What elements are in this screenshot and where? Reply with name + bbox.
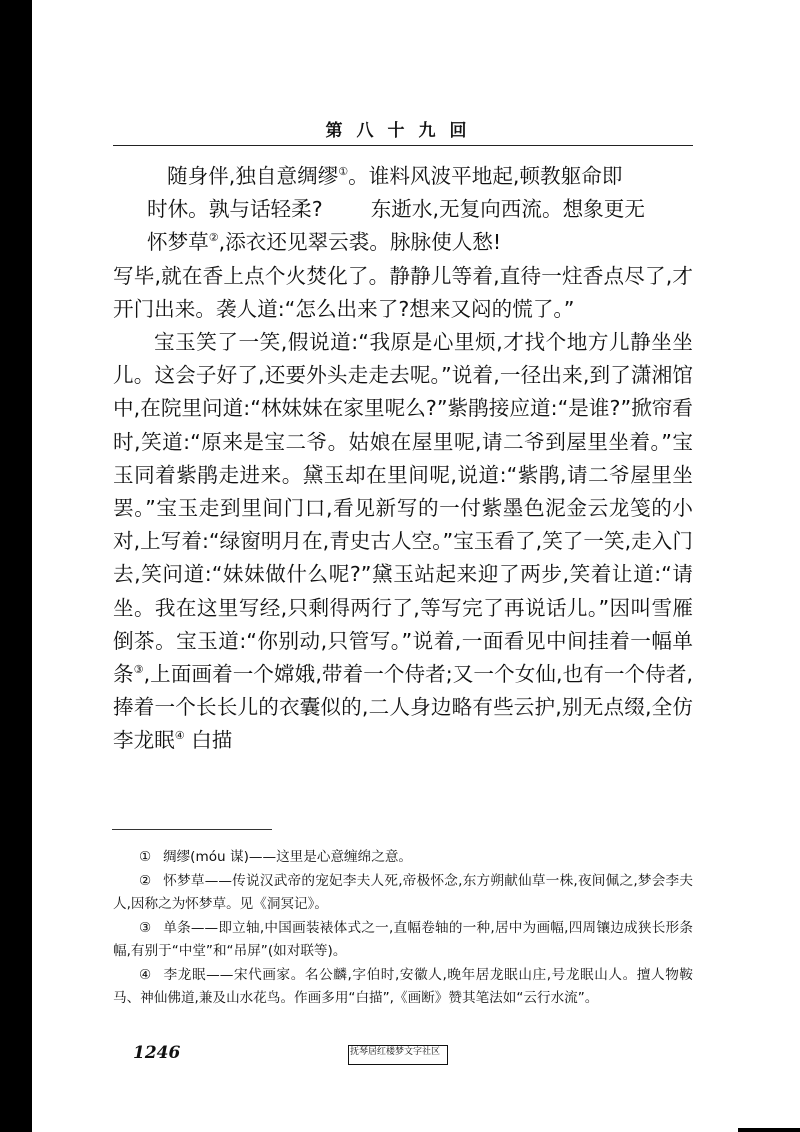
footnote-text: 单条——即立轴,中国画装裱体式之一,直幅卷轴的一种,居中为画幅,四周镶边成狭长形条幅,有别于“中堂”和“吊屏”(如对联等)。 [113, 919, 693, 959]
paragraph-1: 写毕,就在香上点个火焚化了。静静儿等着,直待一炷香点尽了,才开门出来。袭人道:“怎么出来了?想来又闷的慌了。” [113, 263, 693, 321]
poem-line-2 [113, 193, 693, 226]
footnote-number: ① [139, 849, 152, 865]
page-number: 1246 [133, 1043, 181, 1063]
poem-text: 东逝水,无复向西流。想象更无 [370, 197, 645, 222]
poem-text: 。谁料风波平地起,顿教躯命即 [348, 164, 623, 188]
footnote-2 [113, 870, 693, 917]
poem-line-1 [113, 160, 693, 193]
footnote-4 [113, 964, 693, 1011]
main-text [113, 160, 693, 758]
footnote-number: ④ [139, 966, 152, 983]
running-head: 第八十九回 [325, 121, 481, 141]
footnote-1 [113, 846, 693, 870]
poem-text: 随身伴,独自意绸缪 [167, 164, 339, 188]
paragraph-2 [113, 326, 693, 758]
footnotes [113, 846, 693, 1011]
watermark-stamp: 抚琴居红楼梦文字社区 [348, 1045, 448, 1065]
footnote-text: 李龙眠——宋代画家。名公麟,字伯时,安徽人,晚年居龙眠山庄,号龙眠山人。擅人物鞍马、神仙佛道,兼及山水花鸟。作画多用“白描”,《画断》赞其笔法如“云行水流”。 [113, 966, 693, 1006]
footnote-text: 怀梦草——传说汉武帝的宠妃李夫人死,帝极怀念,东方朔献仙草一株,夜间佩之,梦会李夫人,因称之为怀梦草。见《洞冥记》。 [113, 872, 693, 912]
poem-text: 时休。孰与话轻柔? [147, 197, 323, 222]
footnote-ref-3[interactable]: ③ [133, 663, 144, 677]
footnote-ref-1[interactable]: ① [338, 165, 349, 178]
poem-text: ,添衣还见翠云裘。脉脉使人愁! [218, 230, 502, 255]
paragraph-text: ,上面画着一个嫦娥,带着一个侍者;又一个女仙,也有一个侍者,捧着一个长长儿的衣囊似的,二人身边略有些云护,别无点缀,全仿李龙眠 [113, 662, 694, 753]
header-rule [113, 145, 693, 146]
scan-border-corner [738, 1128, 800, 1132]
footnote-text: 绸缪(móu 谋)——这里是心意缠绵之意。 [163, 849, 413, 865]
footnote-number: ② [139, 872, 152, 889]
poem-line-3 [113, 226, 693, 259]
footnote-ref-4[interactable]: ④ [174, 729, 185, 743]
footnote-ref-2[interactable]: ② [208, 231, 219, 245]
paragraph-text: 白描 [184, 728, 233, 753]
paragraph-text: 宝玉笑了一笑,假说道:“我原是心里烦,才找个地方儿静坐坐儿。这会子好了,还要外头走走去呢。”说着,一径出来,到了潇湘馆中,在院里问道:“林妹妹在家里呢么?”紫鹃接应道:“是谁?”掀帘看时,笑道:“原来是宝二爷。姑娘在屋里呢,请二爷到屋里坐着。”宝玉同着紫鹃走进来。黛玉却在里间呢,说道:“紫鹃,请二爷屋里坐罢。”宝玉走到里间门口,看见新写的一付紫墨色泥金云龙笺的小对,上写着:“绿窗明月在,青史古人空。”宝玉看了,笑了一笑,走入门去,笑问道:“妹妹做什么呢?”黛玉站起来迎了两步,笑着让道:“请坐。我在这里写经,只剩得两行了,等写完了再说话儿。”因叫雪雁倒茶。宝玉道:“你别动,只管写。”说着,一面看见中间挂着一幅单条 [113, 330, 693, 687]
poem-text: 怀梦草 [147, 230, 209, 255]
footnote-number: ③ [139, 919, 152, 936]
footnote-3 [113, 917, 693, 964]
scan-border-left [0, 0, 32, 1132]
footnote-separator [112, 829, 272, 830]
